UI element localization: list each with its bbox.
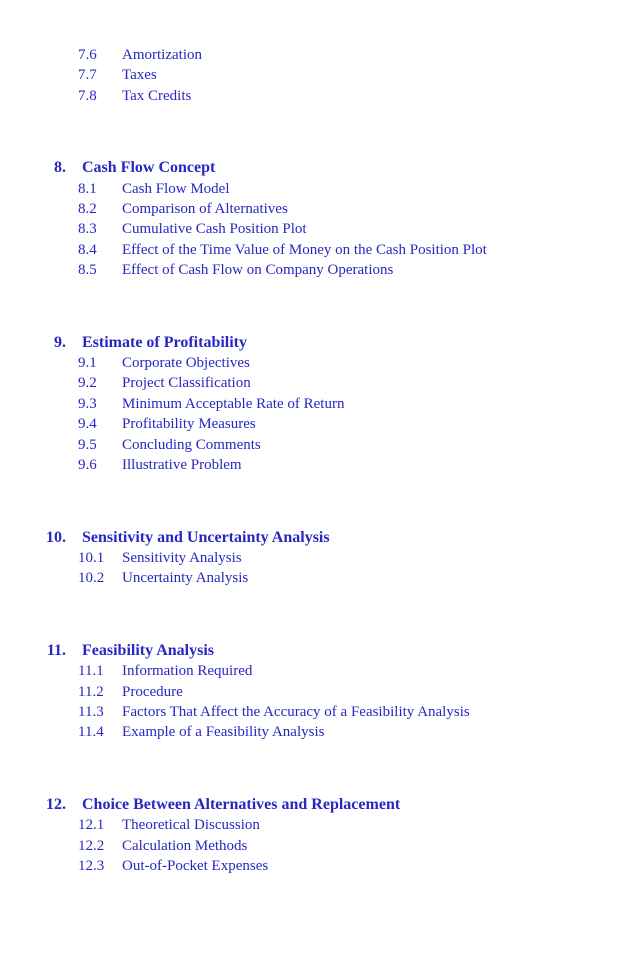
toc-entry-number: 12.3 xyxy=(78,857,105,874)
toc-chapter-number: 12. xyxy=(46,795,66,813)
toc-entry-title: Cash Flow Model xyxy=(122,180,230,197)
toc-entry-title: Calculation Methods xyxy=(122,837,248,854)
toc-chapter-title: Feasibility Analysis xyxy=(82,641,215,659)
toc-entry-number: 12.1 xyxy=(78,817,105,834)
toc-entry-number: 12.2 xyxy=(78,837,105,854)
toc-entry-number: 8.5 xyxy=(78,262,97,279)
toc-entry-title: Profitability Measures xyxy=(122,416,256,433)
toc-entry-number: 11.3 xyxy=(78,703,104,720)
toc-entry xyxy=(0,86,629,106)
toc-entry-title: Cumulative Cash Position Plot xyxy=(122,221,307,238)
toc-entry-number: 7.7 xyxy=(78,67,97,84)
toc-entry-title: Comparison of Alternatives xyxy=(122,201,288,218)
toc-entry xyxy=(0,568,629,588)
toc-entry xyxy=(0,414,629,434)
toc-entry xyxy=(0,394,629,414)
toc-entry-title: Concluding Comments xyxy=(122,436,261,453)
toc-entry-number: 10.1 xyxy=(78,549,105,566)
toc-chapter-number: 9. xyxy=(54,333,66,351)
toc-entry xyxy=(0,836,629,856)
toc-chapter-heading xyxy=(0,641,629,661)
toc-entry-number: 9.4 xyxy=(78,416,97,433)
toc-entry-title: Sensitivity Analysis xyxy=(122,549,242,566)
toc-entry xyxy=(0,179,629,199)
toc-entry-number: 8.4 xyxy=(78,241,97,258)
toc-chapter-heading xyxy=(0,333,629,353)
toc-entry-title: Example of a Feasibility Analysis xyxy=(122,724,325,741)
toc-entry xyxy=(0,353,629,373)
toc-entry xyxy=(0,682,629,702)
toc-entry-title: Uncertainty Analysis xyxy=(122,570,249,587)
toc-entry xyxy=(0,45,629,65)
toc-entry-title: Minimum Acceptable Rate of Return xyxy=(122,395,345,412)
toc-entry-number: 11.2 xyxy=(78,683,104,700)
toc-entry xyxy=(0,815,629,835)
toc-entry-title: Effect of Cash Flow on Company Operations xyxy=(122,262,394,279)
toc-entry-number: 9.3 xyxy=(78,395,97,412)
toc-chapter-heading xyxy=(0,158,629,178)
toc-entry xyxy=(0,199,629,219)
toc-entry-title: Taxes xyxy=(122,67,157,84)
toc-entry-title: Corporate Objectives xyxy=(122,355,250,372)
toc-entry xyxy=(0,260,629,280)
toc-entry xyxy=(0,722,629,742)
toc-entry xyxy=(0,548,629,568)
toc-entry-number: 9.6 xyxy=(78,457,97,474)
toc-entry-title: Tax Credits xyxy=(122,87,192,104)
toc-chapter-title: Estimate of Profitability xyxy=(82,333,248,351)
toc-entry-number: 8.1 xyxy=(78,180,97,197)
toc-entry xyxy=(0,373,629,393)
toc-entry-number: 7.6 xyxy=(78,47,97,63)
toc-entry xyxy=(0,661,629,681)
toc-entry-number: 9.1 xyxy=(78,355,97,372)
toc-chapter-title: Choice Between Alternatives and Replacement xyxy=(82,795,401,813)
toc-chapter-heading xyxy=(0,795,629,815)
toc-chapter-title: Sensitivity and Uncertainty Analysis xyxy=(82,528,330,546)
toc-entry-number: 9.2 xyxy=(78,375,97,392)
toc-entry-number: 8.2 xyxy=(78,201,97,218)
toc-entry-title: Amortization xyxy=(122,47,202,63)
toc-chapter-heading xyxy=(0,528,629,548)
toc-entry xyxy=(0,856,629,876)
toc-entry-number: 8.3 xyxy=(78,221,97,238)
toc-entry-number: 10.2 xyxy=(78,570,105,587)
toc-entry xyxy=(0,219,629,239)
toc-entry xyxy=(0,455,629,475)
toc-entry-title: Illustrative Problem xyxy=(122,457,242,474)
toc-chapter-number: 10. xyxy=(46,528,66,546)
toc-entry-number: 11.1 xyxy=(78,663,104,680)
toc-entry xyxy=(0,702,629,722)
toc-entry xyxy=(0,435,629,455)
toc-entry xyxy=(0,65,629,85)
toc-entry-title: Out-of-Pocket Expenses xyxy=(122,857,269,874)
toc-chapter-title: Cash Flow Concept xyxy=(82,159,216,177)
toc-entry-number: 9.5 xyxy=(78,436,97,453)
toc-chapter-number: 8. xyxy=(54,159,66,177)
toc-entry-number: 7.8 xyxy=(78,87,97,104)
toc-entry-title: Information Required xyxy=(122,663,253,680)
toc-entry-title: Theoretical Discussion xyxy=(122,817,260,834)
toc-chapter-number: 11. xyxy=(46,641,66,659)
toc-entry-title: Procedure xyxy=(122,683,183,700)
toc-entry-title: Factors That Affect the Accuracy of a Feasibility Analysis xyxy=(122,703,470,720)
toc-entry-number: 11.4 xyxy=(78,724,104,741)
toc-entry xyxy=(0,240,629,260)
toc-entry-title: Project Classification xyxy=(122,375,251,392)
toc-entry-title: Effect of the Time Value of Money on the Cash Position Plot xyxy=(122,241,487,258)
